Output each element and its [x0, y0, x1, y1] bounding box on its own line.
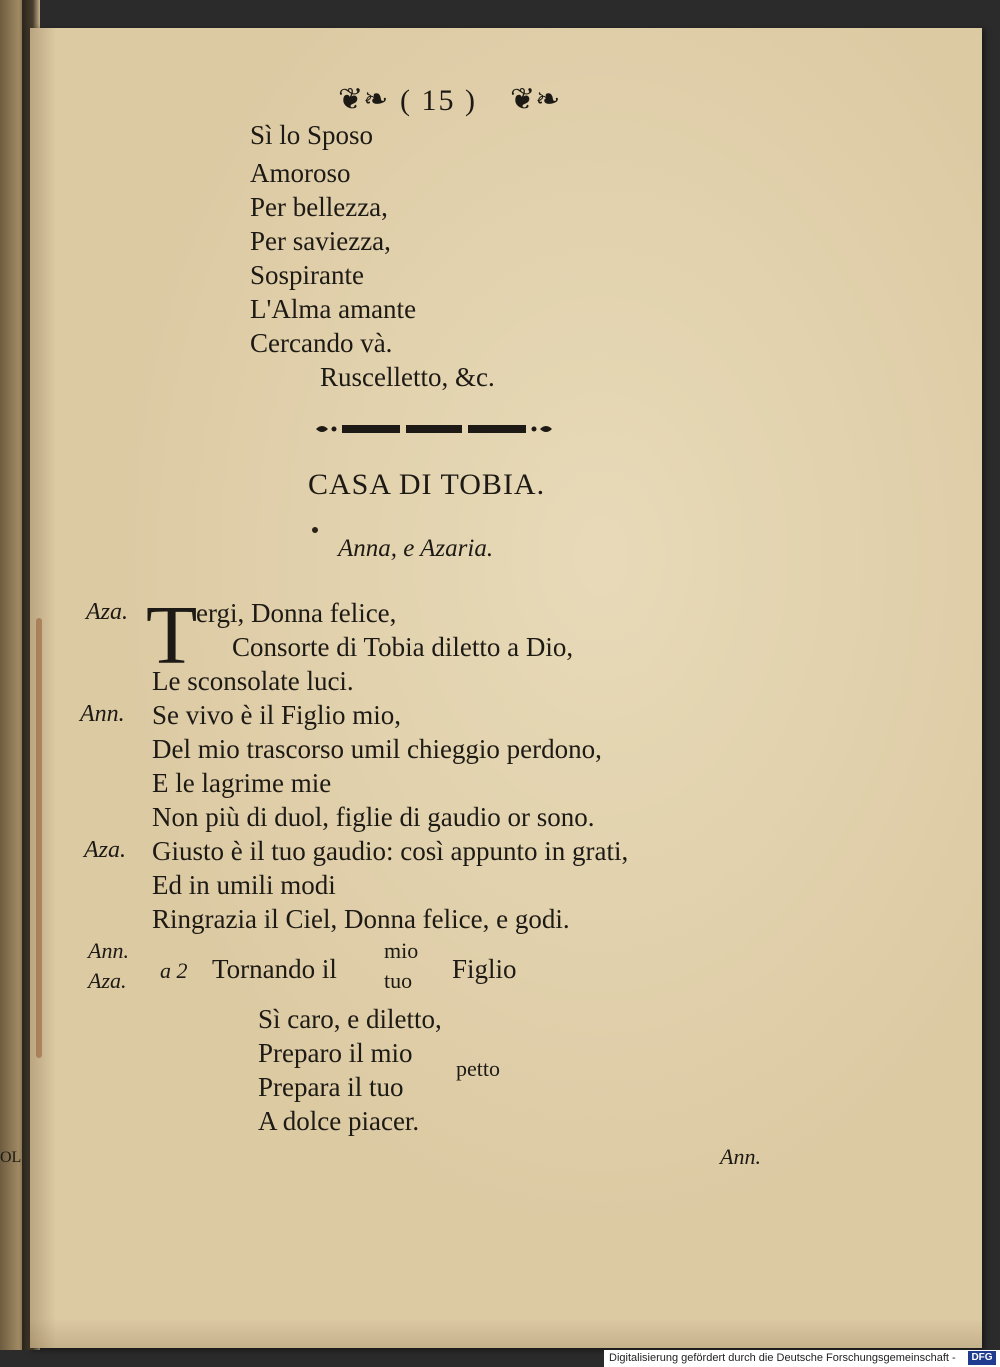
- duet-line: Prepara il tuo: [258, 1072, 404, 1102]
- duet-speaker: Aza.: [88, 968, 127, 993]
- scene-title: CASA DI TOBIA.: [308, 468, 546, 501]
- dialogue-line: ergi, Donna felice,: [196, 598, 397, 628]
- scene-characters: Anna, e Azaria.: [338, 535, 494, 562]
- dialogue-line: Se vivo è il Figlio mio,: [152, 700, 402, 730]
- dialogue-line: Non più di duol, figlie di gaudio or sono.: [152, 802, 595, 832]
- footer-credit: Digitalisierung gefördert durch die Deutsche Forschungsgemeinschaft -: [609, 1352, 956, 1364]
- aria-line: Sospirante: [250, 260, 364, 290]
- duet-line: Preparo il mio: [258, 1038, 413, 1068]
- aria-line: Amoroso: [250, 158, 351, 188]
- dialogue-line: Giusto è il tuo gaudio: così appunto in grati,: [152, 836, 629, 866]
- speaker-label: Ann.: [80, 701, 125, 727]
- speaker-label: Aza.: [84, 837, 126, 863]
- duet-speaker: Ann.: [88, 938, 129, 963]
- duet-line: A dolce piacer.: [258, 1106, 420, 1136]
- header-ornament-left: ❦❧: [338, 83, 389, 116]
- dialogue-line: Le sconsolate luci.: [152, 666, 354, 696]
- dialogue-line: Ed in umili modi: [152, 870, 336, 900]
- dialogue-line: Ringrazia il Ciel, Donna felice, e godi.: [152, 904, 570, 934]
- duet-line-end: Figlio: [452, 954, 517, 984]
- page-number: ( 15 ): [400, 84, 477, 117]
- speaker-label: Aza.: [86, 599, 128, 625]
- header-ornament-right: ❦❧: [510, 83, 561, 116]
- dialogue-line: Del mio trascorso umil chieggio perdono,: [152, 734, 602, 764]
- aria-line: Cercando và.: [250, 328, 393, 358]
- duet-line: Sì caro, e diletto,: [258, 1004, 442, 1034]
- reprise-line: Ruscelletto, &c.: [320, 362, 495, 392]
- facing-page-fragment: OL: [0, 1149, 22, 1166]
- duet-option: tuo: [384, 968, 413, 993]
- aria-line: Per bellezza,: [250, 192, 388, 222]
- drop-cap: T: [146, 589, 198, 682]
- dialogue-line: E le lagrime mie: [152, 768, 332, 798]
- duet-marker: a 2: [160, 958, 188, 983]
- aria-line: Sì lo Sposo: [250, 120, 374, 150]
- duet-option: mio: [384, 938, 419, 963]
- duet-line-start: Tornando il: [212, 954, 337, 984]
- section-divider-ornament: [314, 420, 554, 438]
- aria-line: Per saviezza,: [250, 226, 391, 256]
- dfg-logo: DFG: [968, 1351, 996, 1365]
- duet-bracket-word: petto: [456, 1056, 500, 1081]
- page-stain: [36, 618, 42, 1058]
- aria-line: L'Alma amante: [250, 294, 417, 324]
- ink-spot: [312, 527, 318, 533]
- catchword: Ann.: [720, 1144, 761, 1169]
- dialogue-line: Consorte di Tobia diletto a Dio,: [232, 632, 574, 662]
